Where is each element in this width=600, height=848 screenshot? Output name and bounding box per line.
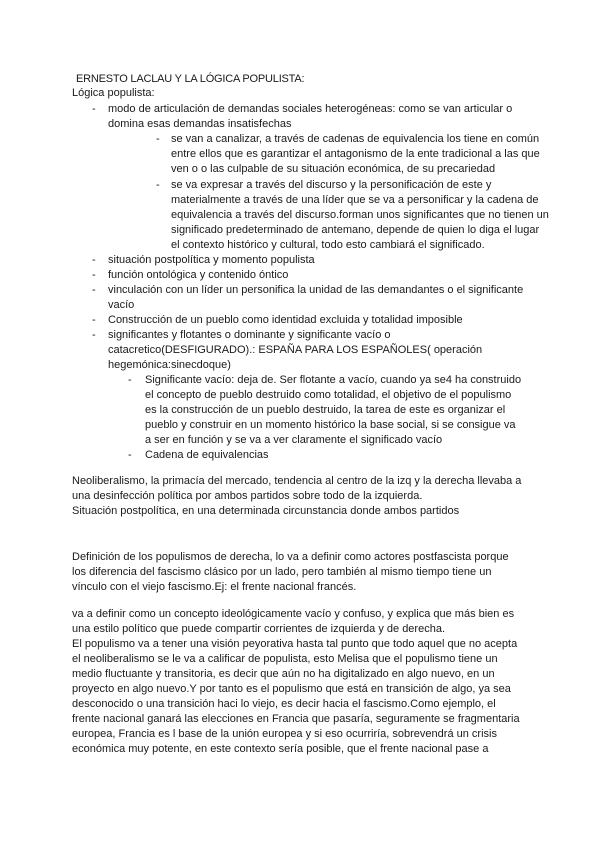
document-title: ERNESTO LACLAU Y LA LÓGICA POPULISTA:: [76, 73, 305, 85]
paragraph-line: frente nacional ganará las elecciones en Francia que pasaría, seguramente se fragmentaria: [72, 713, 520, 725]
paragraph-line: Situación postpolítica, en una determinada circunstancia donde ambos partidos: [72, 505, 460, 517]
bullet-text: domina esas demandas insatisfechas: [108, 118, 292, 130]
bullet-dash: -: [92, 269, 96, 281]
bullet-dash: -: [92, 254, 96, 266]
sub-bullet-text: se va expresar a través del discurso y la personificación de este y: [171, 179, 492, 191]
paragraph-line: Definición de los populismos de derecha, lo va a definir como actores postfascista porque: [72, 551, 509, 563]
sub-bullet-text: Significante vacío: deja de. Ser flotante a vacío, cuando ya se4 ha construido: [145, 374, 522, 386]
paragraph-line: medio fluctuante y transitoria, es decir que aún no ha digitalizado en algo nuevo, en un: [72, 668, 495, 680]
paragraph-line: una desinfección política por ambos partidos sobre todo de la izquierda.: [72, 490, 423, 502]
sub-bullet-text: equivalencia a través del discurso.forman unos significantes que no tienen un: [171, 209, 549, 221]
bullet-text: Construcción de un pueblo como identidad excluida y totalidad imposible: [108, 314, 463, 326]
paragraph-line: vínculo con el viejo fascismo.Ej: el frente nacional francés.: [72, 581, 357, 593]
paragraph-line: una estilo político que puede compartir corrientes de izquierda y de derecha.: [72, 623, 446, 635]
bullet-text: catacretico(DESFIGURADO).: ESPAÑA PARA LOS ESPAÑOLES( operación: [108, 344, 483, 356]
paragraph-line: Neoliberalismo, la primacía del mercado, tendencia al centro de la izq y la derecha llevaba a: [72, 475, 522, 487]
sub-bullet-text: significado predeterminado de antemano, depende de quien lo diga el lugar: [171, 224, 540, 236]
bullet-dash: -: [92, 329, 96, 341]
sub-bullet-dash: -: [156, 133, 160, 145]
sub-bullet-text: se van a canalizar, a través de cadenas de equivalencia los tiene en común: [171, 133, 540, 145]
paragraph-line: económica muy potente, en este contexto sería posible, que el frente nacional pase a: [72, 743, 489, 755]
paragraph-line: desconocido o una transición haci lo viejo, es decir hacia el fascismo.Como ejemplo, el: [72, 698, 496, 710]
sub-bullet-text: Cadena de equivalencias: [145, 449, 269, 461]
bullet-text: significantes y flotantes o dominante y significante vacío o: [108, 329, 391, 341]
sub-bullet-text: es la construcción de un pueblo destruido, la tarea de este es organizar el: [145, 404, 506, 416]
sub-bullet-text: el concepto de pueblo destruido como totalidad, el objetivo de el populismo: [145, 389, 512, 401]
paragraph-line: los diferencia del fascismo clásico por un lado, pero también al mismo tiempo tiene un: [72, 566, 492, 578]
bullet-text: función ontológica y contenido óntico: [108, 269, 289, 281]
bullet-text: modo de articulación de demandas sociales heterogéneas: como se van articular o: [108, 103, 513, 115]
sub-bullet-dash: -: [128, 374, 132, 386]
bullet-text: vinculación con un líder un personifica la unidad de las demandantes o el significante: [108, 284, 524, 296]
sub-bullet-text: ven o o las culpable de su situación económica, de su precariedad: [171, 163, 496, 175]
sub-bullet-text: pueblo y construir en un momento histórico la base social, si se consigue va: [145, 419, 516, 431]
sub-bullet-dash: -: [156, 179, 160, 191]
section-heading: Lógica populista:: [72, 87, 155, 99]
bullet-dash: -: [92, 284, 96, 296]
paragraph-line: va a definir como un concepto ideológicamente vacío y confuso, y explica que más bien es: [72, 608, 515, 620]
sub-bullet-dash: -: [128, 449, 132, 461]
sub-bullet-text: el contexto histórico y cultural, todo esto cambiará el significado.: [171, 239, 485, 251]
bullet-text: vacío: [108, 299, 135, 311]
bullet-text: hegemónica:sinecdoque): [108, 359, 231, 371]
paragraph-line: El populismo va a tener una visión peyorativa hasta tal punto que todo aquel que no acepta: [72, 638, 518, 650]
sub-bullet-text: entre ellos que es garantizar el antagonismo de la ente tradicional a las que: [171, 148, 540, 160]
paragraph-line: el neoliberalismo se le va a calificar de populista, esto Melisa que el populismo tiene un: [72, 653, 498, 665]
sub-bullet-text: a ser en función y se va a ver claramente el significado vacío: [145, 434, 443, 446]
bullet-dash: -: [92, 103, 96, 115]
paragraph-line: proyecto en algo nuevo.Y por tanto es el populismo que está en transición de algo, ya sea: [72, 683, 511, 695]
bullet-text: situación postpolítica y momento populista: [108, 254, 315, 266]
paragraph-line: europea, Francia es l base de la unión europea y si eso ocurriría, sobrevendrá un crisis: [72, 728, 497, 740]
bullet-dash: -: [92, 314, 96, 326]
sub-bullet-text: materialmente a través de una líder que se va a personificar y la cadena de: [171, 194, 539, 206]
